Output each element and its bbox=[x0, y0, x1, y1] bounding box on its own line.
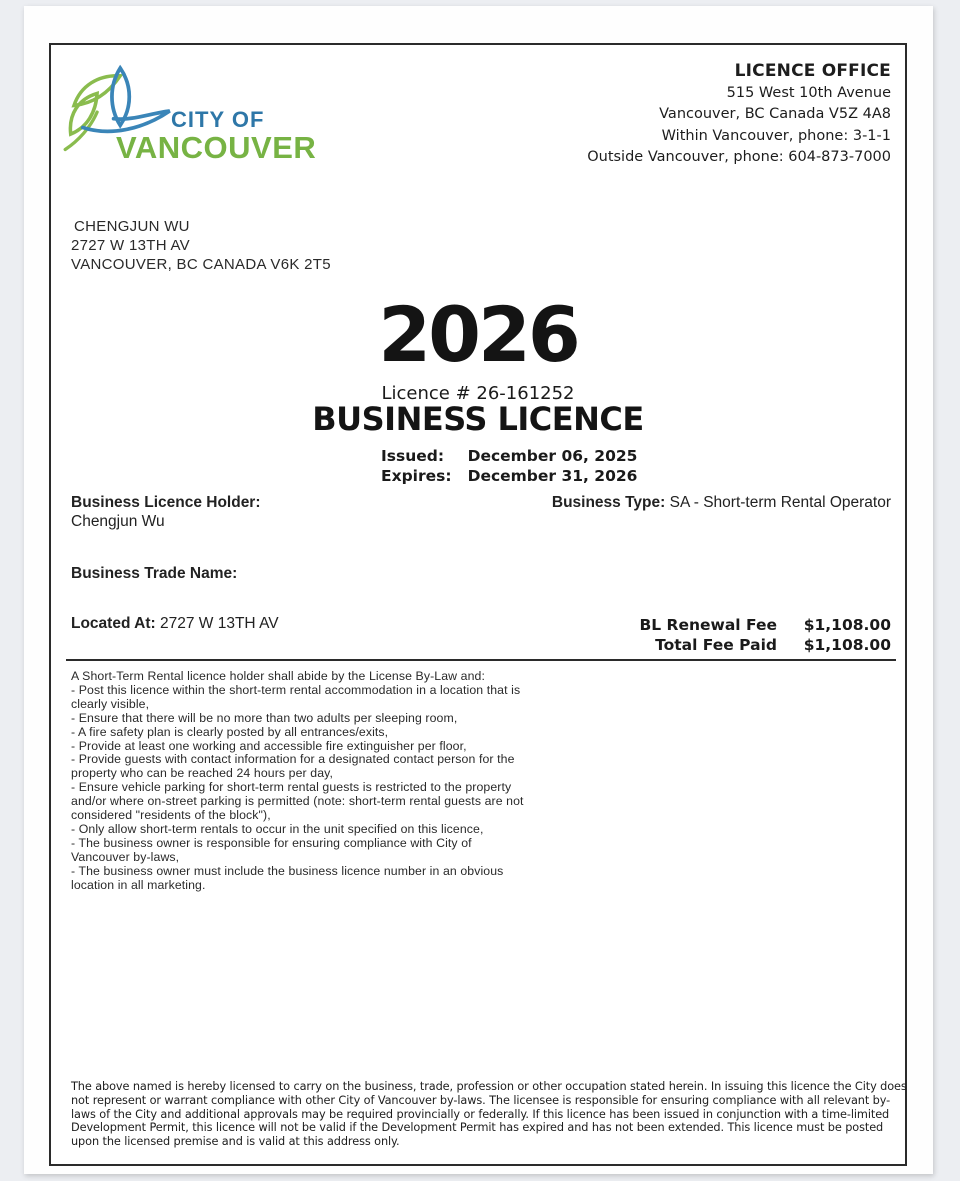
business-type-label: Business Type: bbox=[551, 494, 666, 511]
addressee-name: CHENGJUN WU bbox=[74, 218, 190, 235]
office-phone-within: Within Vancouver, phone: 3-1-1 bbox=[661, 127, 891, 144]
condition-item: - Ensure vehicle parking for short-term rental guests is restricted to the property and/or where on-street parking is permitted (note: short-term rental guests are not considered "residents of the block"), bbox=[71, 780, 524, 823]
located-at-value: 2727 W 13TH AV bbox=[160, 615, 279, 632]
office-phone-outside: Outside Vancouver, phone: 604-873-7000 bbox=[587, 149, 891, 165]
footer-legal-paragraph: The above named is hereby licensed to carry on the business, trade, profession or other occupation stated herein. In issuing this licence the City does not represent or warrant compliance with other City of Vancouver by-laws. The licensee is responsible for ensuring compliance with all relevant by-laws of the City and additional approvals may be required provincially or federally. If this licence has been issued in conjunction with a time-limited Development Permit, this licence will not be valid if the Development Permit has expired and has not been extended. This licence must be posted upon the licensed premise and is valid at this address only. bbox=[71, 1080, 907, 1149]
horizontal-divider bbox=[66, 659, 896, 661]
licence-page bbox=[24, 6, 933, 1174]
logo-city-of-text: CITY OF bbox=[171, 107, 265, 132]
addressee-city: VANCOUVER, BC CANADA V6K 2T5 bbox=[71, 256, 331, 273]
conditions-block bbox=[71, 670, 527, 893]
holder-label: Business Licence Holder: bbox=[71, 494, 261, 511]
holder-value: Chengjun Wu bbox=[71, 513, 165, 530]
fee-row-label: Total Fee Paid bbox=[655, 636, 777, 654]
located-at-block bbox=[71, 615, 279, 633]
document-title: BUSINESS LICENCE bbox=[312, 400, 644, 438]
conditions-intro: A Short-Term Rental licence holder shall abide by the License By-Law and: bbox=[71, 669, 486, 683]
condition-item: - The business owner must include the business licence number in an obvious location in all marketing. bbox=[71, 863, 504, 892]
issued-label: Issued: bbox=[381, 447, 445, 465]
fee-row-amount: $1,108.00 bbox=[803, 616, 891, 634]
licence-year: 2026 bbox=[378, 290, 578, 379]
fee-table bbox=[639, 615, 891, 655]
logo-vancouver-text: VANCOUVER bbox=[116, 130, 317, 165]
office-address-line: 515 West 10th Avenue bbox=[726, 84, 891, 101]
fee-row-label: BL Renewal Fee bbox=[639, 616, 777, 634]
condition-item: - Provide guests with contact information for a designated contact person for the property who can be reached 24 hours per day, bbox=[71, 752, 515, 781]
business-type-value: SA - Short-term Rental Operator bbox=[669, 494, 891, 511]
city-of-vancouver-logo bbox=[61, 55, 341, 170]
condition-item: - A fire safety plan is clearly posted by all entrances/exits, bbox=[71, 724, 389, 739]
trade-name-label: Business Trade Name: bbox=[71, 565, 238, 582]
issue-dates-block bbox=[381, 447, 637, 486]
issued-date: December 06, 2025 bbox=[467, 447, 638, 465]
trade-name-row bbox=[71, 565, 237, 583]
condition-item: - Only allow short-term rentals to occur in the unit specified on this licence, bbox=[71, 821, 484, 836]
located-at-label: Located At: bbox=[71, 615, 156, 632]
licence-border-frame bbox=[49, 43, 907, 1166]
located-fees-row bbox=[71, 615, 891, 655]
addressee-block bbox=[71, 217, 331, 274]
condition-item: - Post this licence within the short-term rental accommodation in a location that is clearly visible, bbox=[71, 682, 521, 711]
licence-number: Licence # 26-161252 bbox=[381, 383, 575, 404]
expires-date: December 31, 2026 bbox=[467, 466, 638, 485]
office-address-line: Vancouver, BC Canada V5Z 4A8 bbox=[659, 106, 891, 122]
condition-item: - The business owner is responsible for ensuring compliance with City of Vancouver by-laws, bbox=[71, 835, 472, 864]
office-title: LICENCE OFFICE bbox=[734, 61, 891, 81]
addressee-street: 2727 W 13TH AV bbox=[71, 237, 190, 254]
business-type-block bbox=[552, 493, 891, 512]
holder-type-row bbox=[71, 493, 891, 531]
licence-office-block bbox=[587, 61, 891, 169]
condition-item: - Ensure that there will be no more than two adults per sleeping room, bbox=[71, 710, 458, 725]
condition-item: - Provide at least one working and accessible fire extinguisher per floor, bbox=[71, 738, 467, 753]
fee-row-amount: $1,108.00 bbox=[803, 636, 891, 654]
expires-label: Expires: bbox=[381, 466, 452, 485]
holder-block bbox=[71, 493, 261, 531]
